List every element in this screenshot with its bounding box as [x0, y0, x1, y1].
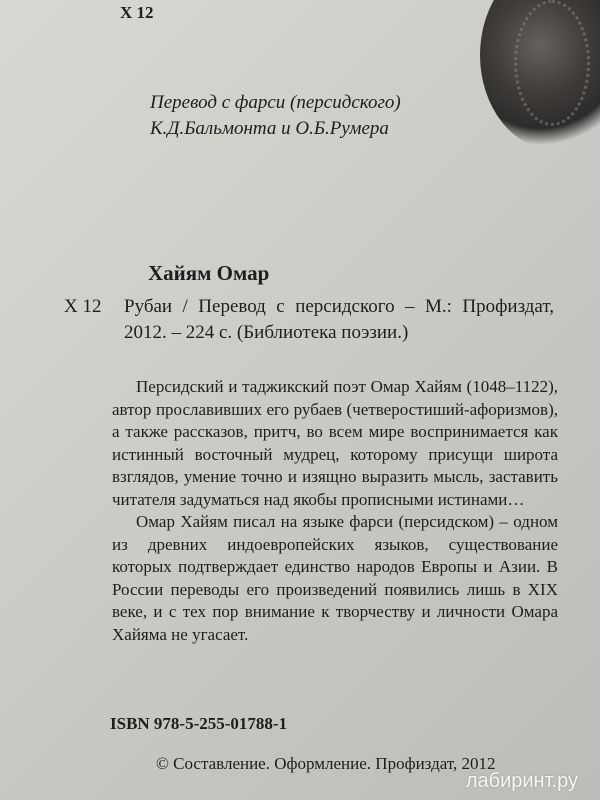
copyright-line: © Составление. Оформление. Профиздат, 2012	[156, 754, 496, 773]
classification-code-top: Х 12	[120, 3, 154, 22]
annotation-paragraph-2: Омар Хайям писал на языке фарси (персидском) – одном из древних индоевропейских языков, существование которых подтверждает единство народов Европы и Азии. В России переводы его произведений появились лишь в XIX веке, и с тех пор внимание к творчеству и личности Омара Хайяма не угасает.	[112, 512, 558, 644]
isbn-number: ISBN 978-5-255-01788-1	[110, 714, 288, 733]
classification-code-side: Х 12	[64, 296, 102, 317]
site-watermark: лабиринт.ру	[465, 770, 578, 792]
ornament-pattern	[514, 0, 590, 126]
translation-credit	[150, 90, 401, 142]
translation-line-2: К.Д.Бальмонта и О.Б.Румера	[150, 118, 389, 139]
translation-line-1: Перевод с фарси (персидского)	[150, 92, 401, 113]
annotation-paragraph-1: Персидский и таджикский поэт Омар Хайям (1048–1122), автор прославивших его рубаев (четверостиший-афоризмов), а также рассказов, притч, во всем мире воспринимается как истинный восточный мудрец, которому присущи широта взглядов, умение точно и изящно выразить мысль, заставить читателя задуматься над якобы прописными истинами…	[112, 377, 558, 509]
author-heading: Хайям Омар	[148, 261, 270, 285]
annotation-text	[112, 376, 558, 646]
bibliographic-entry: Рубаи / Перевод с персидского – М.: Профиздат, 2012. – 224 с. (Библиотека поэзии.)	[124, 296, 554, 343]
